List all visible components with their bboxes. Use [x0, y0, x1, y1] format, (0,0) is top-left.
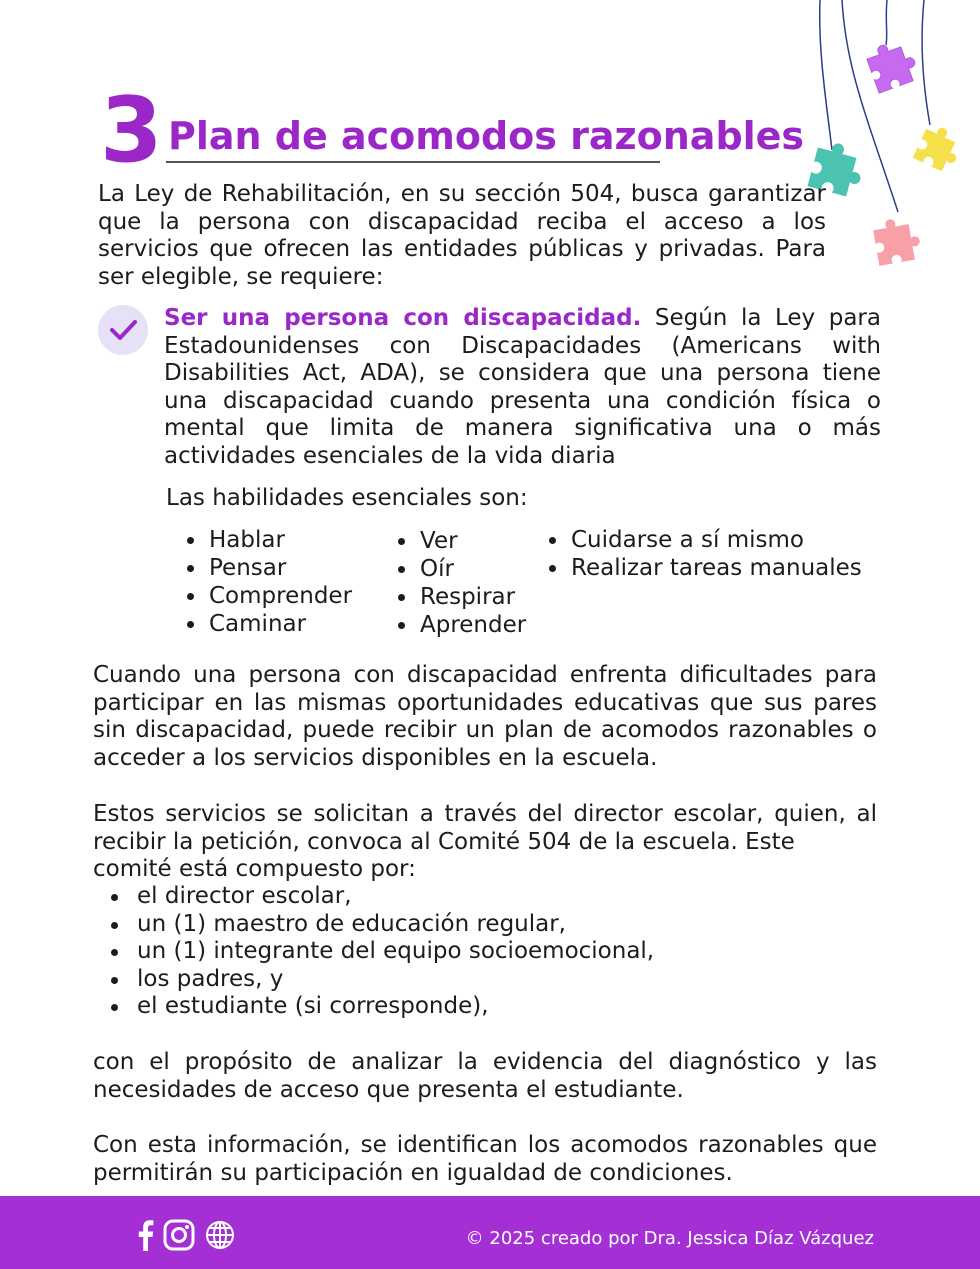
- list-item: Hablar: [185, 526, 352, 554]
- list-item: un (1) maestro de educación regular,: [109, 911, 654, 939]
- paragraph-committee: [93, 801, 877, 884]
- criteria-highlight: Ser una persona con discapacidad.: [164, 305, 642, 331]
- puzzle-piece-pink-icon: [872, 215, 923, 266]
- paragraph-conclusion: Con esta información, se identifican los acomodos razonables que permitirán su participación en igualdad de condiciones.: [93, 1132, 877, 1186]
- list-item: Caminar: [185, 610, 352, 638]
- list-item: un (1) integrante del equipo socioemocional,: [109, 938, 654, 966]
- list-item: Pensar: [185, 554, 352, 582]
- list-item: Oír: [396, 555, 526, 583]
- instagram-icon[interactable]: [163, 1219, 195, 1251]
- title-underline: [166, 161, 660, 163]
- paragraph-difficulties: Cuando una persona con discapacidad enfrenta dificultades para participar en las mismas oportunidades educativas que sus pares sin discapacidad, puede recibir un plan de acomodos razonables o acceder a los servicios disponibles en la escuela.: [93, 662, 877, 771]
- skills-list-column-3: [547, 526, 862, 582]
- skills-heading: Las habilidades esenciales son:: [166, 485, 528, 511]
- section-header: [100, 78, 820, 183]
- list-item: Realizar tareas manuales: [547, 554, 862, 582]
- committee-members-list: [109, 883, 654, 1021]
- paragraph-purpose: con el propósito de analizar la evidencia del diagnóstico y las necesidades de acceso que presenta el estudiante.: [93, 1049, 877, 1103]
- list-item: el director escolar,: [109, 883, 654, 911]
- intro-paragraph: La Ley de Rehabilitación, en su sección 504, busca garantizar que la persona con discapacidad reciba el acceso a los servicios que ofrecen las entidades públicas y privadas. Para ser elegible, se requiere:: [98, 181, 826, 290]
- list-item: Respirar: [396, 583, 526, 611]
- globe-icon[interactable]: [204, 1219, 236, 1251]
- copyright-credit: © 2025 creado por Dra. Jessica Díaz Vázquez: [465, 1228, 874, 1249]
- page-title: Plan de acomodos razonables: [168, 114, 805, 158]
- list-item: Cuidarse a sí mismo: [547, 526, 862, 554]
- list-item: Aprender: [396, 611, 526, 639]
- puzzle-piece-purple-icon: [864, 37, 920, 93]
- footer-bar: [0, 1196, 980, 1269]
- check-icon: [98, 305, 148, 355]
- skills-list-column-2: [396, 527, 526, 639]
- section-number: 3: [100, 78, 163, 183]
- list-item: Ver: [396, 527, 526, 555]
- eligibility-criteria: [164, 305, 881, 470]
- committee-text-last: comité está compuesto por:: [93, 856, 416, 882]
- skills-list-column-1: [185, 526, 352, 638]
- puzzle-piece-yellow-icon: [913, 121, 966, 174]
- criteria-text: Según la Ley para Estadounidenses con Discapacidades (Americans with Disabilities Act, ADA), se considera que una persona tiene una discapacidad cuando presenta una condición física o mental que limita de manera significativa una o más actividades esenciales de la vida diaria: [164, 305, 881, 469]
- list-item: el estudiante (si corresponde),: [109, 993, 654, 1021]
- list-item: los padres, y: [109, 966, 654, 994]
- facebook-icon[interactable]: [134, 1219, 156, 1251]
- list-item: Comprender: [185, 582, 352, 610]
- committee-text: Estos servicios se solicitan a través del director escolar, quien, al recibir la petición, convoca al Comité 504 de la escuela. Este: [93, 801, 877, 855]
